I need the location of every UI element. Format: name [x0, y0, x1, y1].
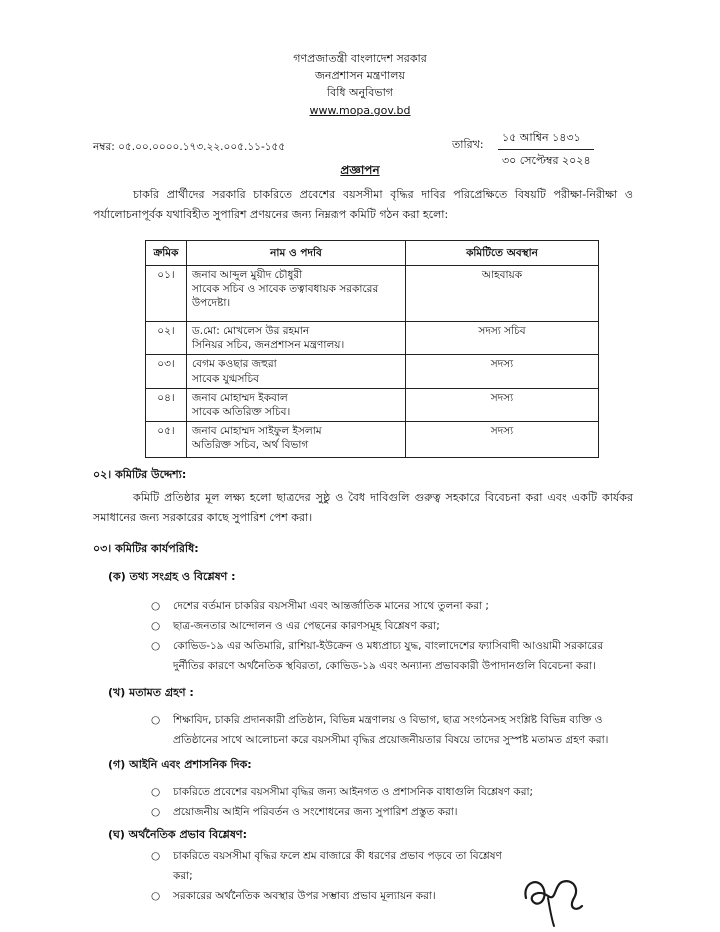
page-title: প্রজ্ঞাপন: [340, 163, 380, 177]
table-row: [146, 388, 599, 421]
table-header-row: [146, 241, 599, 266]
bullet-circle-icon: ○: [151, 806, 161, 818]
member-role: সদস্য: [406, 388, 599, 421]
row-name-cell: [187, 355, 406, 388]
bullet-circle-icon: ○: [151, 600, 161, 612]
row-serial: ০২।: [146, 322, 187, 355]
list-item-text: শিক্ষাবিদ, চাকরি প্রদানকারী প্রতিষ্ঠান, বিভিন্ন মন্ত্রণালয় ও বিভাগ, ছাত্র সংগঠনসহ সংশ্লিষ্ট বিভিন্ন ব্যক্তি ও প্রতিষ্ঠানের সাথে আলোচনা করে বয়সসীমা বৃদ্ধির প্রয়োজনীয়তার বিষয়ে তাদের সুস্পষ্ট মতামত গ্রহণ করা।: [173, 714, 609, 746]
row-serial: ০১।: [146, 266, 187, 322]
bullet-circle-icon: ○: [151, 620, 161, 632]
bullet-circle-icon: ○: [151, 786, 161, 798]
table-row: [146, 266, 599, 322]
committee-table: [145, 240, 599, 458]
bullet-circle-icon: ○: [151, 850, 161, 862]
list-item: [151, 782, 633, 802]
member-name: জনাব মোহাম্মদ ইকবাল: [192, 391, 288, 404]
website-link[interactable]: www.mopa.gov.bd: [309, 104, 411, 117]
list-item-text: প্রয়োজনীয় আইনি পরিবর্তন ও সংশোধনের জন্য সুপারিশ প্রস্তুত করা।: [173, 806, 458, 818]
member-role: আহবায়ক: [406, 266, 599, 322]
member-designation: সাবেক অতিরিক্ত সচিব।: [192, 405, 291, 418]
member-role: সদস্য সচিব: [406, 322, 599, 355]
bullet-circle-icon: ○: [151, 714, 161, 726]
list-item: [151, 802, 633, 822]
member-name: বেগম কওছার জহুরা: [192, 358, 277, 371]
table-row: [146, 322, 599, 355]
row-serial: ০৩।: [146, 355, 187, 388]
intro-paragraph: চাকরি প্রার্থীদের সরকারি চাকরিতে প্রবেশের বয়সসীমা বৃদ্ধির দাবির পরিপ্রেক্ষিতে বিষয়টি পরীক্ষা-নিরীক্ষা ও পর্যালোচনাপূর্বক যথাবিহীত সুপারিশ প্রণয়নের জন্য নিম্নরূপ কমিটি গঠন করা হলো:: [93, 188, 633, 221]
date-bangla: ১৫ আশ্বিন ১৪৩১: [498, 127, 594, 150]
list-item-text: ছাত্র-জনতার আন্দোলন ও এর পেছনের কারণসমূহ বিশ্লেষণ করা;: [173, 620, 440, 632]
col-role: কমিটিতে অবস্থান: [406, 241, 599, 266]
bullet-circle-icon: ○: [151, 890, 161, 902]
member-role: সদস্য: [406, 355, 599, 388]
list-item: [151, 636, 633, 676]
col-name: নাম ও পদবি: [187, 241, 406, 266]
section-2-text: কমিটি প্রতিষ্ঠার মূল লক্ষ্য হলো ছাত্রদের সুষ্ঠু ও বৈধ দাবিগুলি গুরুত্ব সহকারে বিবেচনা করা এবং একটি কার্যকর সমাধানের জন্য সরকারের কাছে সুপারিশ পেশ করা।: [93, 491, 633, 524]
section-2-heading: ০২। কমিটির উদ্দেশ্য:: [93, 468, 187, 481]
bullet-circle-icon: ○: [151, 640, 161, 652]
date-english: ৩০ সেপ্টেম্বর ২০২৪: [502, 154, 591, 167]
subsection-b-heading: (খ) মতামত গ্রহণ :: [108, 686, 194, 699]
row-name-cell: [187, 422, 406, 458]
member-designation: অতিরিক্ত সচিব, অর্থ বিভাগ: [192, 439, 309, 452]
list-item-text: চাকরিতে বয়সসীমা বৃদ্ধির ফলে শ্রম বাজারে কী ধরণের প্রভাব পড়বে তা বিশ্লেষণ করা;: [173, 850, 502, 882]
table-row: [146, 355, 599, 388]
section-3-heading: ০৩। কমিটির কার্যপরিধি:: [93, 542, 199, 555]
list-item: [151, 846, 513, 886]
member-name: জনাব আব্দুল মুয়ীদ চৌধুরী: [192, 269, 303, 281]
member-designation: সাবেক সচিব ও সাবেক তত্বাবধায়ক সরকারের উপদেষ্টা।: [192, 283, 379, 310]
row-name-cell: [187, 266, 406, 322]
member-designation: সিনিয়র সচিব, জনপ্রশাসন মন্ত্রণালয়।: [192, 339, 345, 352]
list-item: [151, 886, 513, 906]
col-serial: ক্রমিক: [146, 241, 187, 266]
list-item: [151, 710, 633, 750]
ministry-name: জনপ্রশাসন মন্ত্রণালয়: [315, 69, 405, 82]
list-item-text: সরকারের অর্থনৈতিক অবস্থার উপর সম্ভাব্য প্রভাব মূল্যায়ন করা।: [173, 890, 436, 902]
handwritten-signature: [518, 868, 588, 928]
row-serial: ০৪।: [146, 388, 187, 421]
table-row: [146, 422, 599, 458]
row-name-cell: [187, 322, 406, 355]
list-item-text: চাকরিতে প্রবেশের বয়সসীমা বৃদ্ধির জন্য আইনগত ও প্রশাসনিক বাধাগুলি বিশ্লেষণ করা;: [173, 786, 534, 798]
list-item: [151, 596, 633, 616]
subsection-c-heading: (গ) আইনি এবং প্রশাসনিক দিক:: [108, 758, 252, 771]
member-designation: সাবেক যুগ্মসচিব: [192, 372, 259, 385]
member-name: ড.মো: মোখলেস উর রহমান: [192, 325, 310, 337]
member-name: জনাব মোহাম্মদ সাইফুল ইসলাম: [192, 425, 322, 438]
wing-name: বিধি অনুবিভাগ: [326, 86, 394, 99]
list-item-text: কোভিড-১৯ এর অতিমারি, রাশিয়া-ইউক্রেন ও মধ্যপ্রাচ্য যুদ্ধ, বাংলাদেশের ফ্যাসিবাদী আওয়ামী সরকারের দুর্নীতির কারণে অর্থনৈতিক স্থবিরতা, কোভিড-১৯ এবং অন্যান্য প্রভাবকারী উপাদানগুলি বিবেচনা করা।: [173, 640, 604, 672]
member-role: সদস্য: [406, 422, 599, 458]
subsection-d-heading: (ঘ) অর্থনৈতিক প্রভাব বিশ্লেষণ:: [108, 828, 247, 841]
list-item: [151, 616, 633, 636]
row-serial: ০৫।: [146, 422, 187, 458]
subsection-a-heading: (ক) তথ্য সংগ্রহ ও বিশ্লেষণ :: [108, 570, 236, 583]
website-row: [0, 102, 720, 119]
date-label: তারিখ:: [452, 138, 484, 151]
list-item-text: দেশের বর্তমান চাকরির বয়সসীমা এবং আন্তর্জাতিক মানের সাথে তুলনা করা ;: [173, 600, 489, 612]
row-name-cell: [187, 388, 406, 421]
govt-name: গণপ্রজাতন্ত্রী বাংলাদেশ সরকার: [293, 52, 427, 65]
memo-number: নম্বর: ০৫.০০.০০০০.১৭৩.২২.০০৫.১১-১৫৫: [93, 141, 286, 153]
